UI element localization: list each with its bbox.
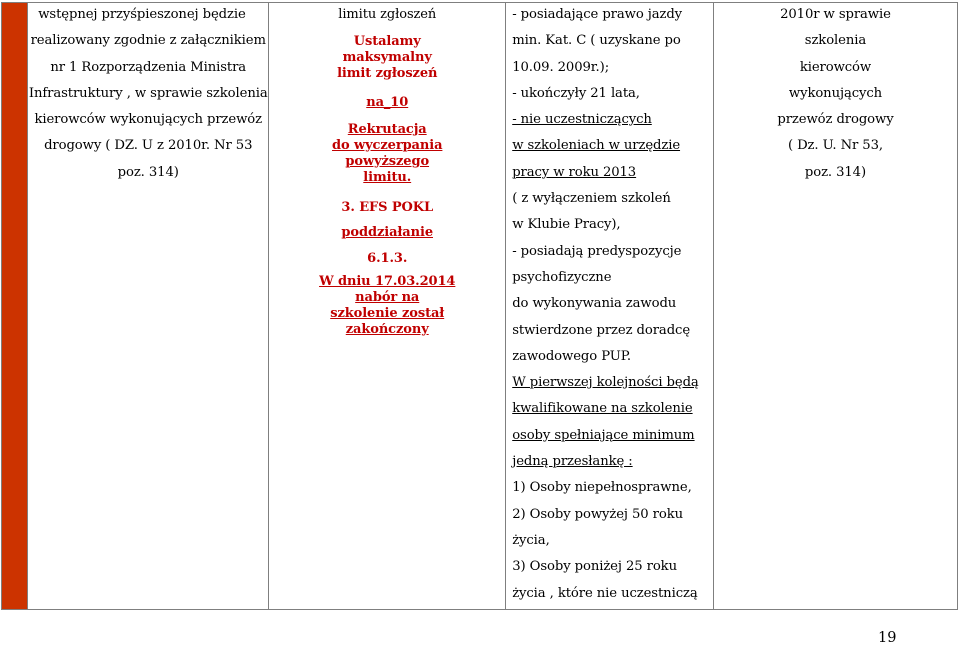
text-line: W pierwszej kolejności będą [512, 375, 699, 391]
text-line: - posiadają predyspozycje [512, 243, 682, 259]
text-line: maksymalny [342, 50, 432, 65]
text-line: osoby spełniające minimum [512, 427, 695, 443]
text-line: 2010r w sprawie [780, 7, 891, 22]
column-requirements [506, 3, 714, 610]
text-line: nr 1 Rozporządzenia Ministra [50, 59, 247, 75]
text-line: w szkoleniach w urzędzie [512, 138, 681, 154]
text-line: zakończony [345, 322, 429, 337]
text-line: w Klubie Pracy), [512, 217, 621, 233]
text-line: przewóz drogowy [777, 112, 894, 128]
text-line: limitu. [363, 170, 412, 185]
text-line: wstępnej przyśpieszonej będzie [38, 7, 246, 22]
text-line: Ustalamy [353, 34, 421, 49]
text-line: 1) Osoby niepełnosprawne, [512, 480, 692, 496]
text-line: poz. 314) [117, 164, 179, 180]
text-line: szkolenie został [330, 306, 445, 321]
limit-value: na_10 [366, 95, 409, 110]
column-recruitment [269, 3, 506, 610]
column-legal-basis [28, 3, 269, 610]
text-line: wykonujących [788, 85, 883, 101]
text-line: W dniu 17.03.2014 [319, 274, 456, 289]
text-line: Infrastruktury , w sprawie szkolenia [28, 85, 268, 101]
column-regulation [713, 3, 957, 610]
document-table [1, 2, 958, 610]
text-line: min. Kat. C ( uzyskane po [512, 33, 681, 49]
table-row [2, 3, 958, 610]
text-line: poddziałanie [341, 225, 433, 240]
text-line: szkolenia [804, 33, 867, 49]
text-line: drogowy ( DZ. U z 2010r. Nr 53 [44, 138, 253, 154]
text-line: limit zgłoszeń [337, 66, 438, 81]
text-line: ( z wyłączeniem szkoleń [512, 191, 671, 207]
text-line: nabór na [355, 290, 420, 305]
text-line: życia , które nie uczestniczą [512, 585, 698, 601]
text-line: limitu zgłoszeń [338, 7, 437, 22]
text-line: kierowców wykonujących przewóz [34, 112, 262, 128]
red-margin-column [2, 3, 28, 610]
text-line: 2) Osoby powyżej 50 roku [512, 506, 683, 522]
text-line: życia, [512, 532, 550, 548]
text-line: do wykonywania zawodu [512, 296, 677, 312]
text-line: 10.09. 2009r.); [512, 59, 610, 75]
text-line: 6.1.3. [367, 251, 408, 266]
text-line: Rekrutacja [347, 122, 427, 137]
program-name: 3. EFS POKL [341, 200, 434, 215]
page-number: 19 [878, 630, 897, 646]
text-line: ( Dz. U. Nr 53, [787, 138, 883, 154]
text-line: kierowców [799, 59, 872, 75]
text-line: 3) Osoby poniżej 25 roku [512, 559, 677, 575]
text-line: kwalifikowane na szkolenie [512, 401, 693, 417]
text-line: poz. 314) [804, 164, 867, 180]
text-line: stwierdzone przez doradcę [512, 322, 691, 338]
text-line: psychofizyczne [512, 269, 612, 285]
text-line: - ukończyły 21 lata, [512, 85, 640, 101]
text-line: - nie uczestniczących [512, 112, 652, 128]
text-line: realizowany zgodnie z załącznikiem [30, 33, 266, 49]
text-line: pracy w roku 2013 [512, 164, 637, 180]
text-line: powyższego [345, 154, 430, 169]
text-line: zawodowego PUP. [512, 348, 631, 364]
text-line: jedną przesłankę : [512, 454, 633, 470]
text-line: do wyczerpania [332, 138, 443, 153]
text-line: - posiadające prawo jazdy [512, 7, 683, 22]
